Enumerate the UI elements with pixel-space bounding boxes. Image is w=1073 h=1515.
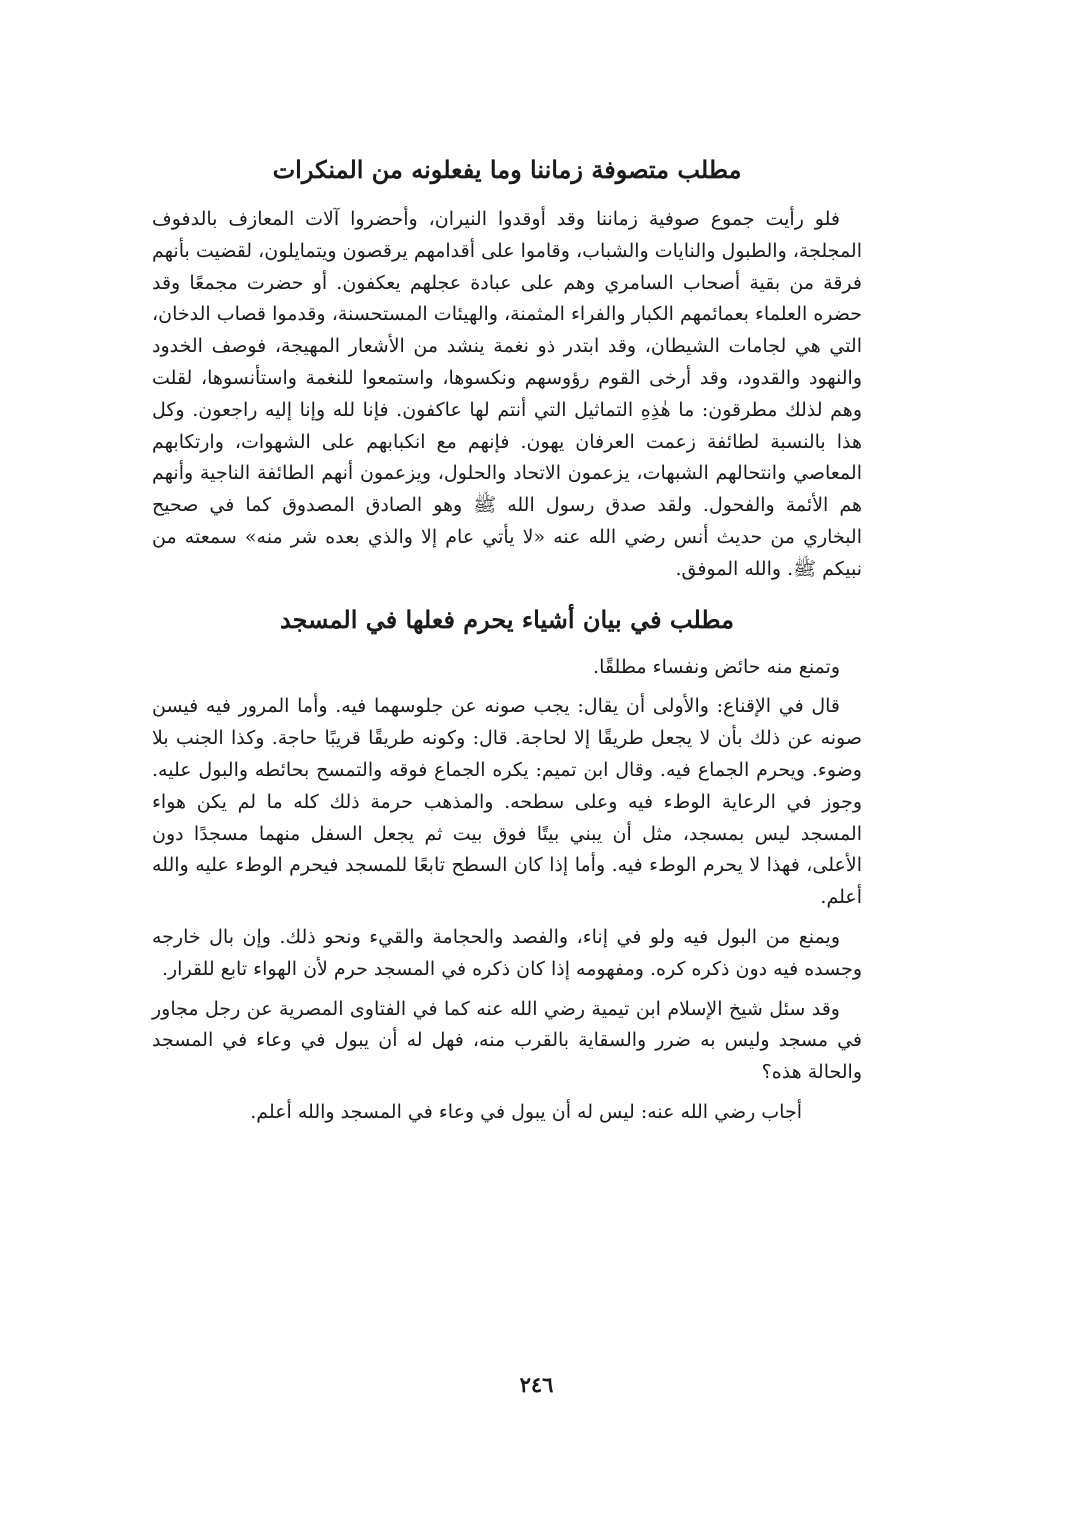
section-2-paragraph-2: قال في الإقناع: والأولى أن يقال: يجب صونه عن جلوسهما فيه. وأما المرور فيه فيسن صونه عن ذلك بأن لا يجعل طريقًا إلا لحاجة. قال: وكونه طريقًا قريبًا حاجة. وكذا الجنب بلا وضوء. ويحرم الجماع فيه. وقال ابن تميم: يكره الجماع فوقه والتمسح بحائطه والبول عليه. وجوز في الرعاية الوطء فيه وعلى سطحه. والمذهب حرمة ذلك كله ما لم يكن هواء المسجد ليس بمسجد، مثل أن يبني بيتًا فوق بيت ثم يجعل السفل منهما مسجدًا دون الأعلى، فهذا لا يحرم الوطء فيه. وأما إذا كان السطح تابعًا للمسجد فيحرم الوطء عليه والله أعلم. [152,695,862,909]
section-heading-1: مطلب متصوفة زماننا وما يفعلونه من المنكرات [272,155,742,184]
section-2-paragraph-4: وقد سئل شيخ الإسلام ابن تيمية رضي الله عنه كما في الفتاوى المصرية عن رجل مجاور في مسجد وليس به ضرر والسقاية بالقرب منه، فهل له أن يبول في وعاء في المسجد والحالة هذه؟ [152,997,862,1084]
page-body [152,150,862,1129]
section-2-paragraph-5: أجاب رضي الله عنه: ليس له أن يبول في وعاء في المسجد والله أعلم. [250,1100,802,1123]
page-number: ٢٤٦ [519,1372,554,1397]
section-2-paragraph-1: وتمنع منه حائض ونفساء مطلقًا. [593,655,840,678]
section-2-paragraph-3: ويمنع من البول فيه ولو في إناء، والفصد والحجامة والقيء ونحو ذلك. وإن بال خارجه وجسده فيه دون ذكره كره. ومفهومه إذا كان ذكره في المسجد حرم لأن الهواء تابع للقرار. [152,925,862,980]
section-1-paragraph: فلو رأيت جموع صوفية زماننا وقد أوقدوا النيران، وأحضروا آلات المعازف بالدفوف المجلجة، والطبول والنايات والشباب، وقاموا على أقدامهم يرقصون ويتمايلون، لقضيت بأنهم فرقة من بقية أصحاب السامري وهم على عبادة عجلهم يعكفون. أو حضرت مجمعًا وقد حضره العلماء بعمائمهم الكبار والفراء المثمنة، والهيئات المستحسنة، وقدموا قصاب الدخان، التي هي لجامات الشيطان، وقد ابتدر ذو نغمة ينشد من الأشعار المهيجة، فوصف الخدود والنهود والقدود، وقد أرخى القوم رؤوسهم ونكسوها، واستمعوا للنغمة واستأنسوها، لقلت وهم لذلك مطرقون: ما هٰذِهِ التماثيل التي أنتم لها عاكفون. فإنا لله وإنا إليه راجعون. وكل هذا بالنسبة لطائفة زعمت العرفان يهون. فإنهم مع انكبابهم على الشهوات، وارتكابهم المعاصي وانتحالهم الشبهات، يزعمون الاتحاد والحلول، ويزعمون أنهم الطائفة الناجية وأنهم هم الأئمة والفحول. ولقد صدق رسول الله ﷺ وهو الصادق المصدوق كما في صحيح البخاري من حديث أنس رضي الله عنه «لا يأتي عام إلا والذي بعده شر منه» سمعته من نبيكم ﷺ. والله الموفق. [152,208,862,580]
section-heading-2: مطلب في بيان أشياء يحرم فعلها في المسجد [280,604,734,634]
